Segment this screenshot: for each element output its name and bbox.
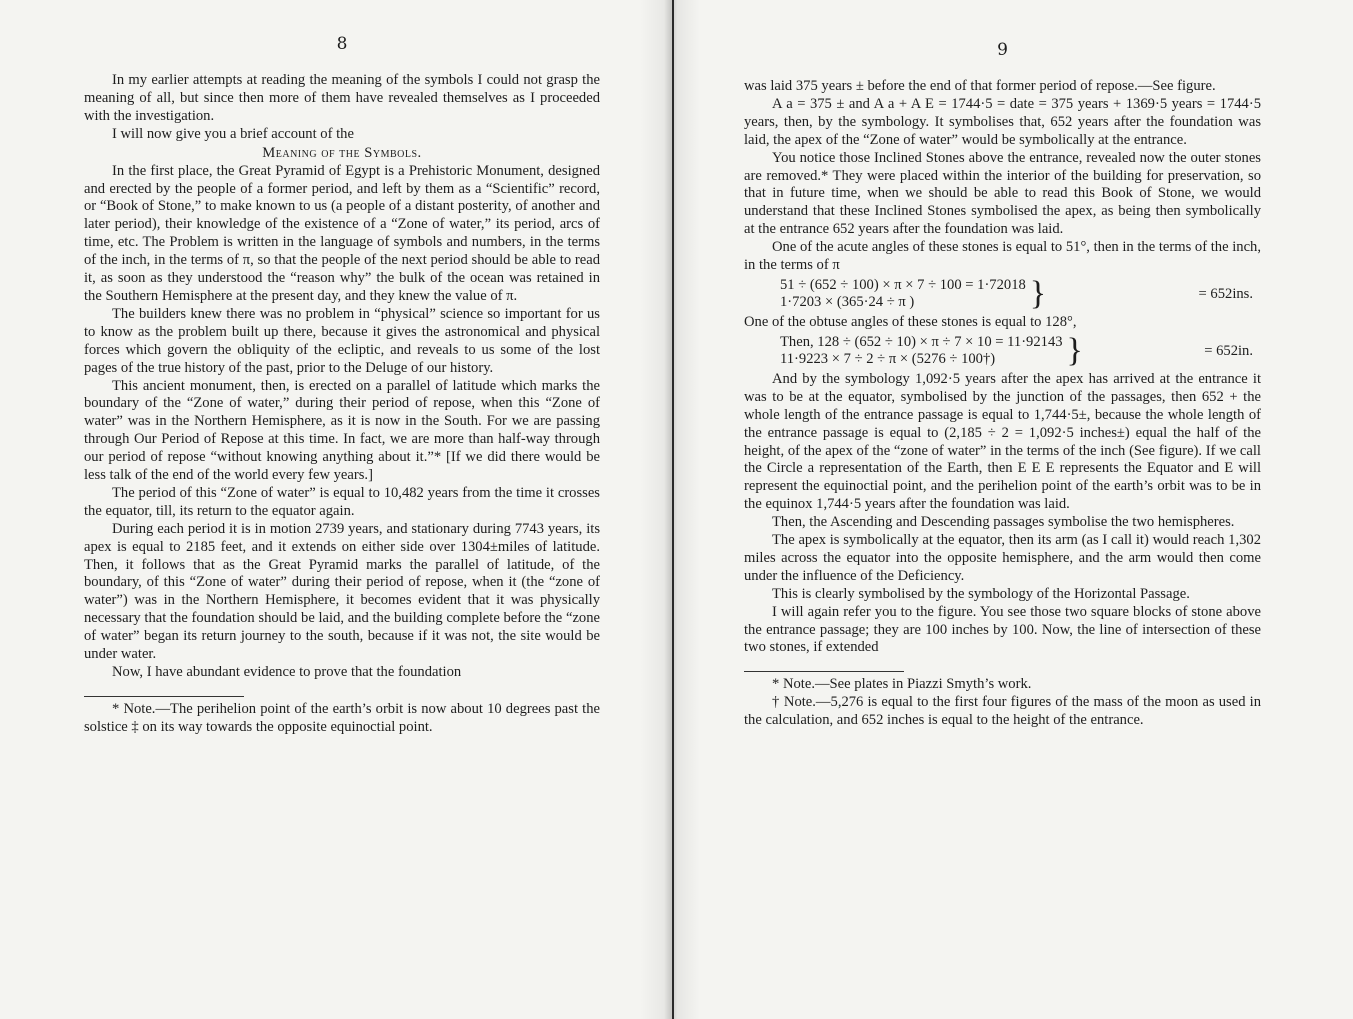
left-page — [0, 0, 672, 1019]
paragraph: During each period it is in motion 2739 years, and stationary during 7743 years, its apex is equal to 2185 feet, and it extends on either side over 1304±miles of latitude. Then, it follows that as the Great Pyramid marks the parallel of latitude, of the boundary, of this “Zone of water” during their period of repose, when it (the “zone of water”) was in the Northern Hemisphere, it becomes evident that it was physically necessary that the foundation should be laid, and the building complete before the “zone of water” began its return journey to the south, because if it was not, the site would be under water. — [84, 520, 600, 663]
paragraph: In my earlier attempts at reading the meaning of the symbols I could not grasp the meaning of all, but since then more of them have revealed themselves as I proceeded with the investigation. — [84, 72, 600, 124]
equation-line: 51 ÷ (652 ÷ 100) × π × 7 ÷ 100 = 1·72018 — [780, 276, 1026, 293]
paragraph: The builders knew there was no problem in “physical” science so important for us to know as the problem built up there, because it gives the astronomical and physical forces which govern the obliquity of the ecliptic, and reveals to us some of the lost pages of the true history of the past, prior to the Deluge of our history. — [84, 305, 600, 376]
paragraph: You notice those Inclined Stones above the entrance, revealed now the outer stones are removed.* They were placed within the interior of the building for preservation, so that in future time, when we should be able to read this Book of Stone, we would understand that these Inclined Stones symbolised the apex, as being then symbolically at the entrance 652 years after the foundation was laid. — [744, 149, 1261, 238]
paragraph: I will now give you a brief account of the — [112, 125, 354, 142]
equation-obtuse-angle — [744, 334, 1261, 369]
equation-line: Then, 128 ÷ (652 ÷ 10) × π ÷ 7 × 10 = 11·92143 — [780, 333, 1063, 350]
paragraph: One of the obtuse angles of these stones is equal to 128°, — [744, 313, 1077, 330]
footnote: * Note.—See plates in Piazzi Smyth’s work. — [772, 676, 1032, 693]
right-page — [680, 0, 1353, 1019]
paragraph: Then, the Ascending and Descending passages symbolise the two hemispheres. — [772, 514, 1235, 531]
footnote-rule — [744, 671, 904, 672]
footnote-rule — [84, 696, 244, 697]
footnote: * Note.—The perihelion point of the earth’s orbit is now about 10 degrees past the solstice ‡ on its way towards the opposite equinoctial point. — [84, 700, 600, 735]
page-number-right: 9 — [997, 40, 1008, 60]
paragraph: I will again refer you to the figure. You see those two square blocks of stone above the entrance passage; they are 100 inches by 100. Now, the line of intersection of these two stones, if extended — [744, 603, 1261, 656]
paragraph: was laid 375 years ± before the end of that former period of repose.—See figure. — [744, 78, 1216, 94]
paragraph: Now, I have abundant evidence to prove that the foundation — [112, 664, 462, 680]
section-heading: Meaning of the Symbols. — [262, 144, 422, 161]
equation-line: 1·7203 × (365·24 ÷ π ) — [780, 294, 915, 311]
brace-glyph: } — [1066, 332, 1083, 370]
paragraph: The apex is symbolically at the equator, then its arm (as I call it) would reach 1,302 miles across the equator into the opposite hemisphere, and the arm would then come under the influence of the Deficiency. — [744, 532, 1261, 584]
paragraph: And by the symbology 1,092·5 years after the apex has arrived at the entrance it was to be at the equator, symbolised by the junction of the passages, then 652 + the whole length of the entrance passage is equal to 1,744·5±, because the whole length of the entrance passage is equal to (2,185 ÷ 2 = 1,092·5 inches±) equal the half of the height, of the apex of the “zone of water” in the terms of the inch (See figure). If we call the Circle a representation of the Earth, then E E E represents the Equator and E will represent the equinoctial point, and the perihelion point of the earth’s orbit was to be in the equinox 1,744·5 years after the foundation was laid. — [744, 370, 1261, 513]
paragraph: This is clearly symbolised by the symbology of the Horizontal Passage. — [772, 585, 1190, 602]
paragraph: The period of this “Zone of water” is equal to 10,482 years from the time it crosses the equator, till, its return to the equator again. — [84, 484, 600, 519]
paragraph: In the first place, the Great Pyramid of Egypt is a Prehistoric Monument, designed and erected by the people of a former period, and left by them as a “Scientific” record, or “Book of Stone,” to make known to us (a people of a distant posterity, of another and later period), their knowledge of the existence of a “Zone of water,” its period, arcs of time, etc. The Problem is written in the language of symbols and numbers, in the terms of the inch, in the terms of π, so that the people of the next period should be able to read it, as soon as they understood the “reason why” the bulk of the ocean was retained in the Southern Hemisphere at the present day, and they knew the value of π. — [84, 162, 600, 304]
footnote: † Note.—5,276 is equal to the first four figures of the mass of the moon as used in the calculation, and 652 inches is equal to the height of the entrance. — [744, 694, 1261, 729]
equation-acute-angle — [744, 277, 1261, 312]
paragraph: A a = 375 ± and A a + A E = 1744·5 = date = 375 years + 1369·5 years = 1744·5 years, then, by the symbology. It symbolises that, 652 years after the foundation was laid, the apex of the “Zone of water” would be symbolically at the entrance. — [744, 95, 1261, 148]
brace-glyph: } — [1029, 275, 1047, 313]
equation-result: = 652in. — [1204, 342, 1253, 359]
paragraph: This ancient monument, then, is erected on a parallel of latitude which marks the boundary of the “Zone of water,” during their period of repose, when this “Zone of water” was in the Northern Hemisphere, as it is now in the South. For we are passing through Our Period of Repose at this time. In fact, we are more than half-way through our period of repose “without knowing anything about it.”* [If we did there would be less talk of the end of the world every few years.] — [84, 377, 600, 484]
equation-line: 11·9223 × 7 ÷ 2 ÷ π × (5276 ÷ 100†) — [780, 351, 996, 368]
page-number-left: 8 — [336, 34, 348, 54]
book-spine-line — [672, 0, 674, 1019]
paragraph: One of the acute angles of these stones is equal to 51°, then in the terms of the inch, in the terms of π — [744, 239, 1261, 274]
equation-result: = 652ins. — [1198, 285, 1253, 302]
